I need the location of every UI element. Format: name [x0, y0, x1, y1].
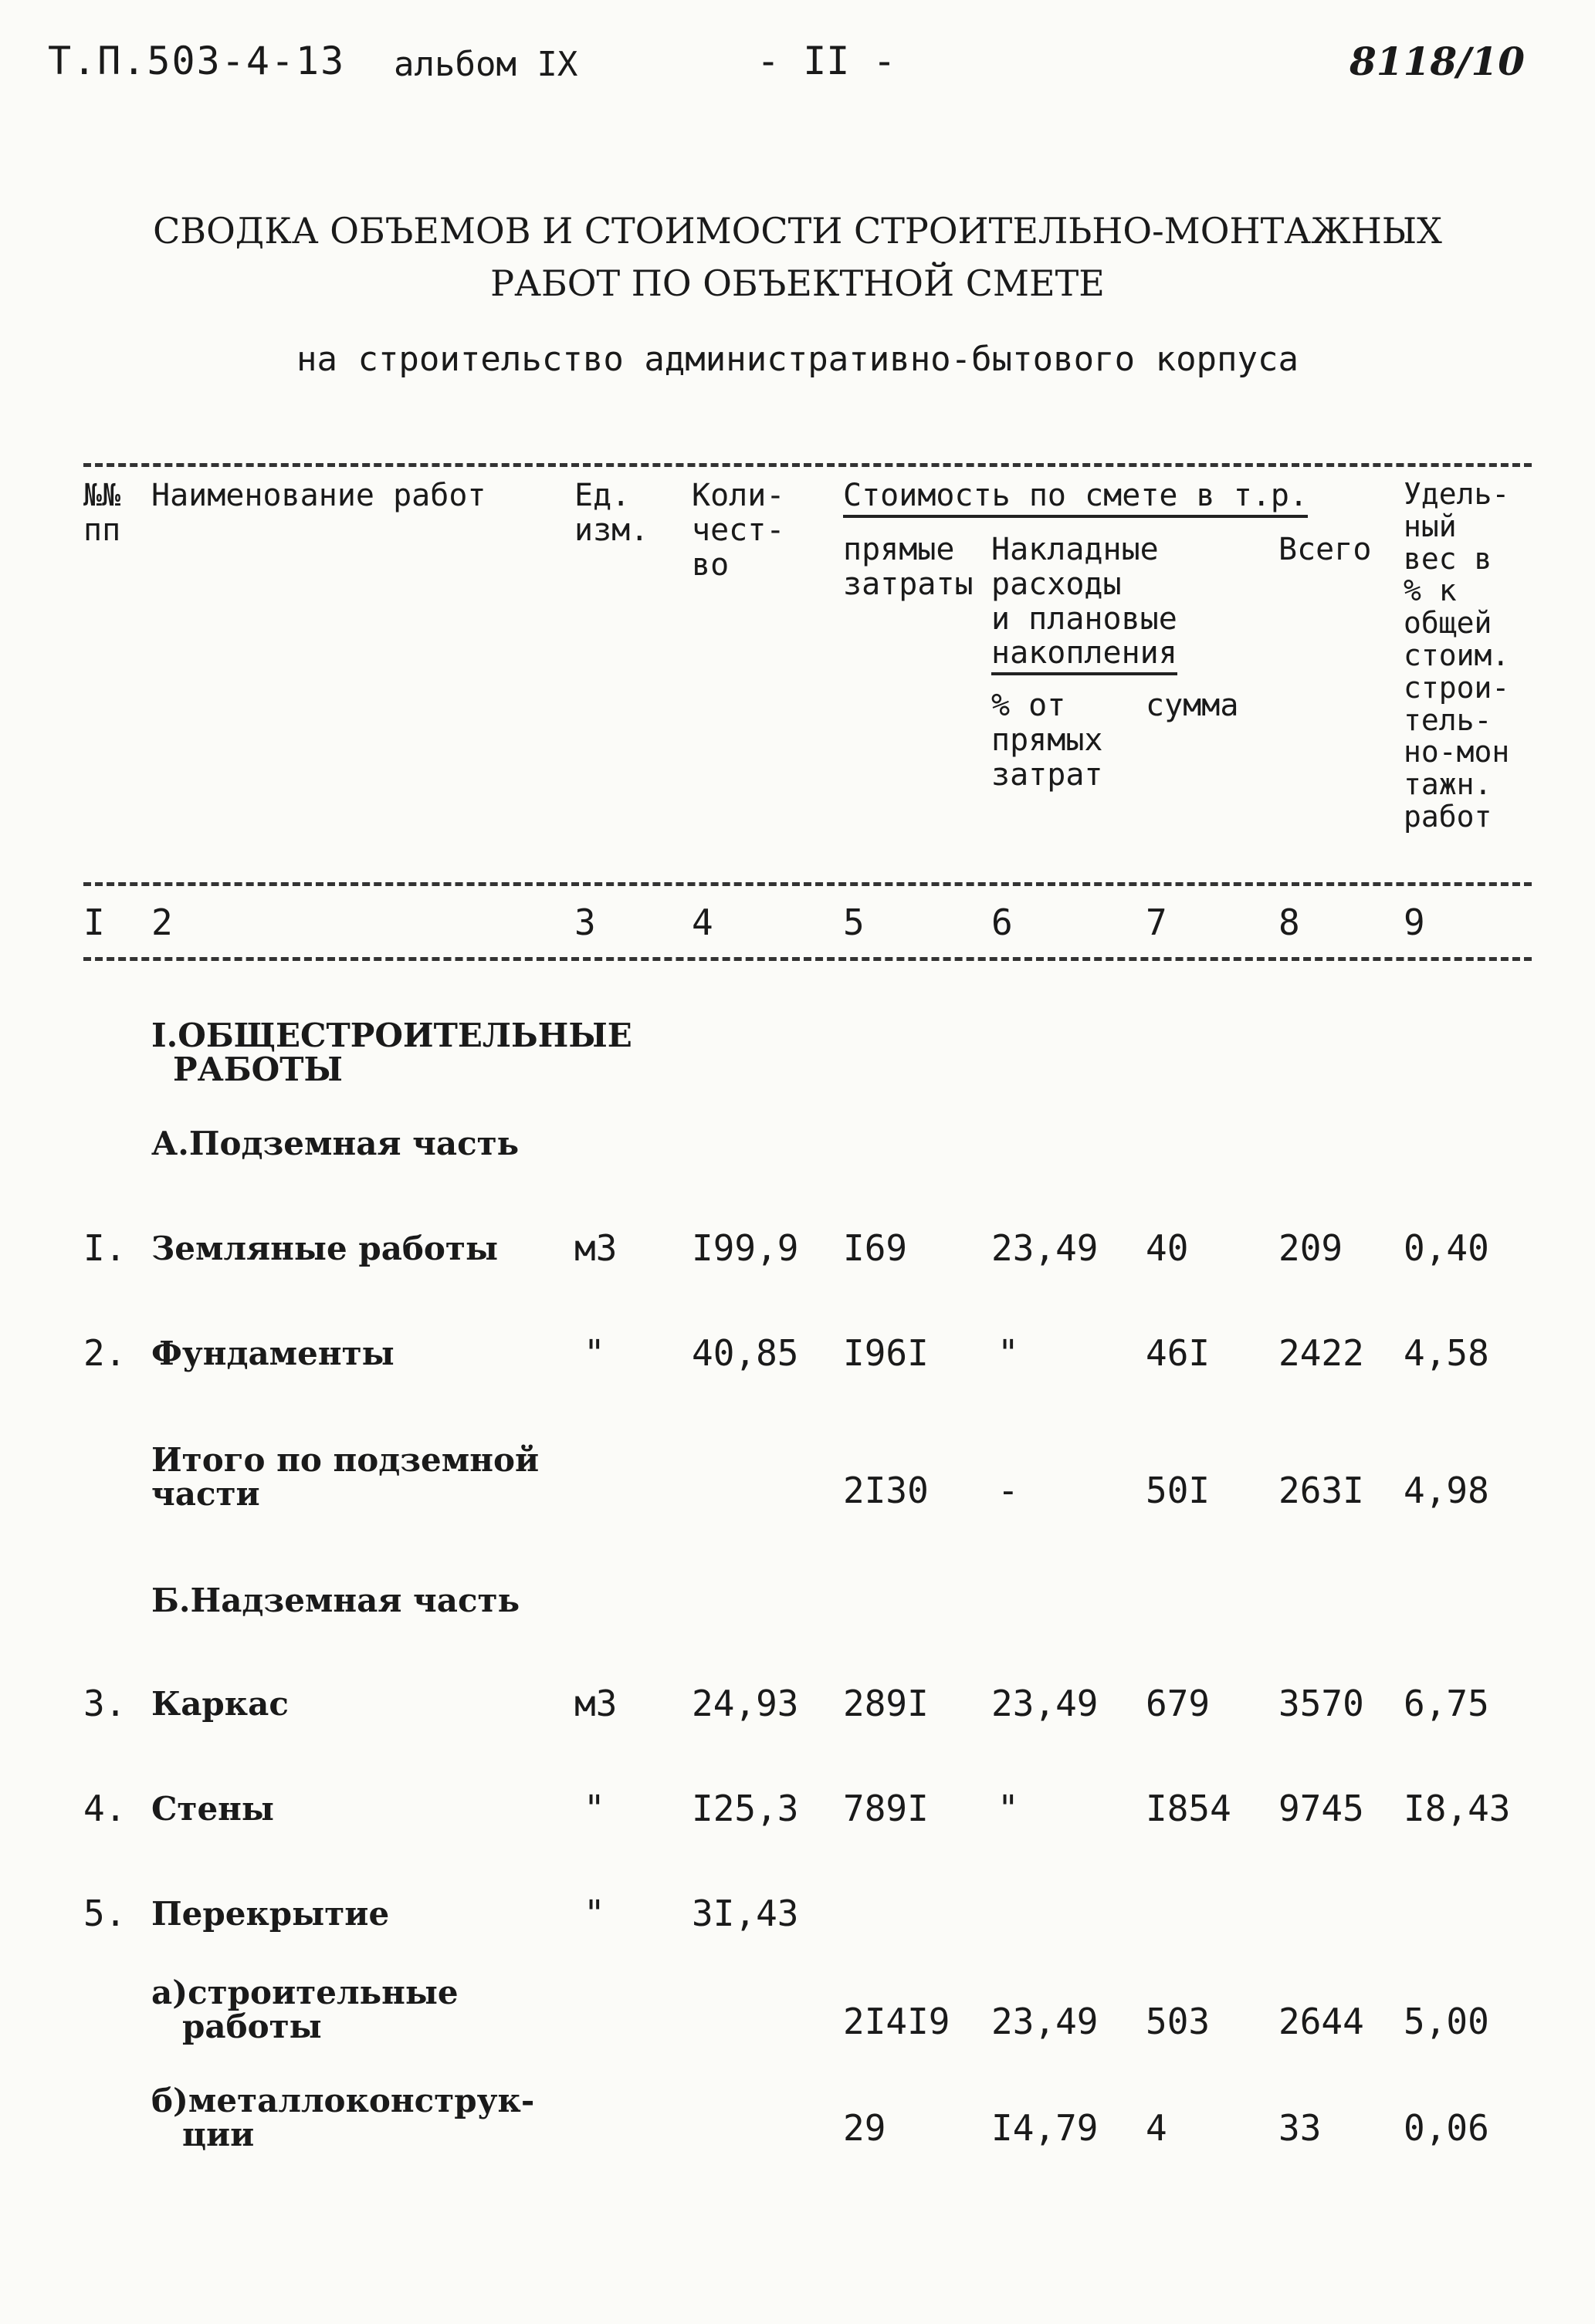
row-unit: ": [584, 1893, 605, 1934]
row-share: 0,40: [1404, 1227, 1489, 1269]
row-pct: 23,49: [991, 2001, 1099, 2042]
row-num: I.: [83, 1227, 127, 1269]
row-share: 4,98: [1404, 1470, 1489, 1511]
row-pct: 23,49: [991, 1227, 1099, 1269]
row-name: Стены: [151, 1790, 275, 1828]
row-num: 2.: [83, 1332, 127, 1374]
subsection-underground: А.Подземная часть: [151, 1125, 520, 1162]
row-unit: м3: [574, 1227, 618, 1269]
row-share: 4,58: [1404, 1332, 1489, 1374]
row-direct: 29: [843, 2107, 886, 2149]
row-total: 3570: [1278, 1683, 1364, 1724]
row-pct: ": [997, 1788, 1019, 1829]
col-number-8: 8: [1278, 902, 1300, 943]
col-number-7: 7: [1146, 902, 1167, 943]
header-name: Наименование работ: [151, 478, 486, 513]
col-number-9: 9: [1404, 902, 1425, 943]
row-total: 9745: [1278, 1788, 1364, 1829]
row-direct: 789I: [843, 1788, 929, 1829]
row-direct: 2I4I9: [843, 2001, 950, 2042]
row-qty: I25,3: [692, 1788, 799, 1829]
column-numbers-rule: [83, 957, 1532, 961]
row-direct: I69: [843, 1227, 908, 1269]
header-share: Удель- ный вес в % к общей стоим. строи- тель- но-мон тажн. работ: [1404, 477, 1510, 834]
row-sum: 4: [1146, 2107, 1167, 2149]
col-number-6: 6: [991, 902, 1013, 943]
row-sum: I854: [1146, 1788, 1231, 1829]
row-direct: 2I30: [843, 1470, 929, 1511]
row-name: Каркас: [151, 1685, 289, 1723]
row-sum: 679: [1146, 1683, 1211, 1724]
row-sum: 503: [1146, 2001, 1211, 2042]
row-unit: м3: [574, 1683, 618, 1724]
row-name: Фундаменты: [151, 1335, 395, 1372]
row-direct: 289I: [843, 1683, 929, 1724]
row-share: 0,06: [1404, 2107, 1489, 2149]
row-pct: I4,79: [991, 2107, 1099, 2149]
row-pct: ": [997, 1332, 1019, 1374]
header-overhead: Накладные расходы и плановые накопления: [991, 533, 1177, 671]
row-qty: 3I,43: [692, 1893, 799, 1934]
header-direct: прямые затраты: [843, 532, 974, 602]
row-total: 263I: [1278, 1470, 1364, 1511]
row-unit: ": [584, 1788, 605, 1829]
table-top-rule: [83, 463, 1532, 467]
row-num: 4.: [83, 1788, 127, 1829]
title-line-1: СВОДКА ОБЪЕМОВ И СТОИМОСТИ СТРОИТЕЛЬНО-МОНТАЖНЫХ: [153, 210, 1442, 252]
row-qty: I99,9: [692, 1227, 799, 1269]
row-total: 209: [1278, 1227, 1343, 1269]
col-number-3: 3: [574, 902, 596, 943]
row-name: Итого по подземной части: [151, 1441, 540, 1514]
row-direct: I96I: [843, 1332, 929, 1374]
row-sum: 40: [1146, 1227, 1189, 1269]
header-total: Всего: [1278, 532, 1372, 567]
header-cost-group: Стоимость по смете в т.р.: [843, 479, 1308, 513]
row-sum: 50I: [1146, 1470, 1211, 1511]
col-number-4: 4: [692, 902, 713, 943]
col-number-5: 5: [843, 902, 865, 943]
header-num: №№ пп: [83, 478, 121, 548]
row-name: Земляные работы: [151, 1230, 499, 1267]
row-share: 5,00: [1404, 2001, 1489, 2042]
row-pct: -: [997, 1470, 1019, 1511]
header-unit: Ед. изм.: [574, 478, 649, 548]
album-label: альбом IX: [394, 45, 578, 84]
header-qty: Коли- чест- во: [692, 478, 785, 583]
row-share: I8,43: [1404, 1788, 1511, 1829]
header-overhead-sum: сумма: [1146, 688, 1239, 723]
page-number: - II -: [757, 39, 896, 83]
header-overhead-pct: % от прямых затрат: [991, 688, 1103, 793]
row-total: 2422: [1278, 1332, 1364, 1374]
col-number-2: 2: [151, 902, 173, 943]
row-share: 6,75: [1404, 1683, 1489, 1724]
row-name: б)металлоконструк- ции: [151, 2082, 535, 2154]
row-total: 2644: [1278, 2001, 1364, 2042]
subtitle: на строительство административно-бытового корпуса: [296, 340, 1299, 379]
row-pct: 23,49: [991, 1683, 1099, 1724]
header-bottom-rule: [83, 882, 1532, 886]
row-num: 3.: [83, 1683, 127, 1724]
col-number-1: I: [83, 902, 105, 943]
row-name: Перекрытие: [151, 1895, 390, 1933]
title-line-2: РАБОТ ПО ОБЪЕКТНОЙ СМЕТЕ: [490, 262, 1105, 304]
row-qty: 24,93: [692, 1683, 799, 1724]
subsection-aboveground: Б.Надземная часть: [151, 1581, 520, 1619]
row-name: а)строительные работы: [151, 1974, 459, 2046]
row-unit: ": [584, 1332, 605, 1374]
document-code: Т.П.503-4-13: [48, 39, 346, 83]
row-sum: 46I: [1146, 1332, 1211, 1374]
document-number: 8118/10: [1349, 39, 1526, 84]
row-total: 33: [1278, 2107, 1322, 2149]
section-heading: I.ОБЩЕСТРОИТЕЛЬНЫЕ РАБОТЫ: [151, 1017, 632, 1089]
row-num: 5.: [83, 1893, 127, 1934]
row-qty: 40,85: [692, 1332, 799, 1374]
